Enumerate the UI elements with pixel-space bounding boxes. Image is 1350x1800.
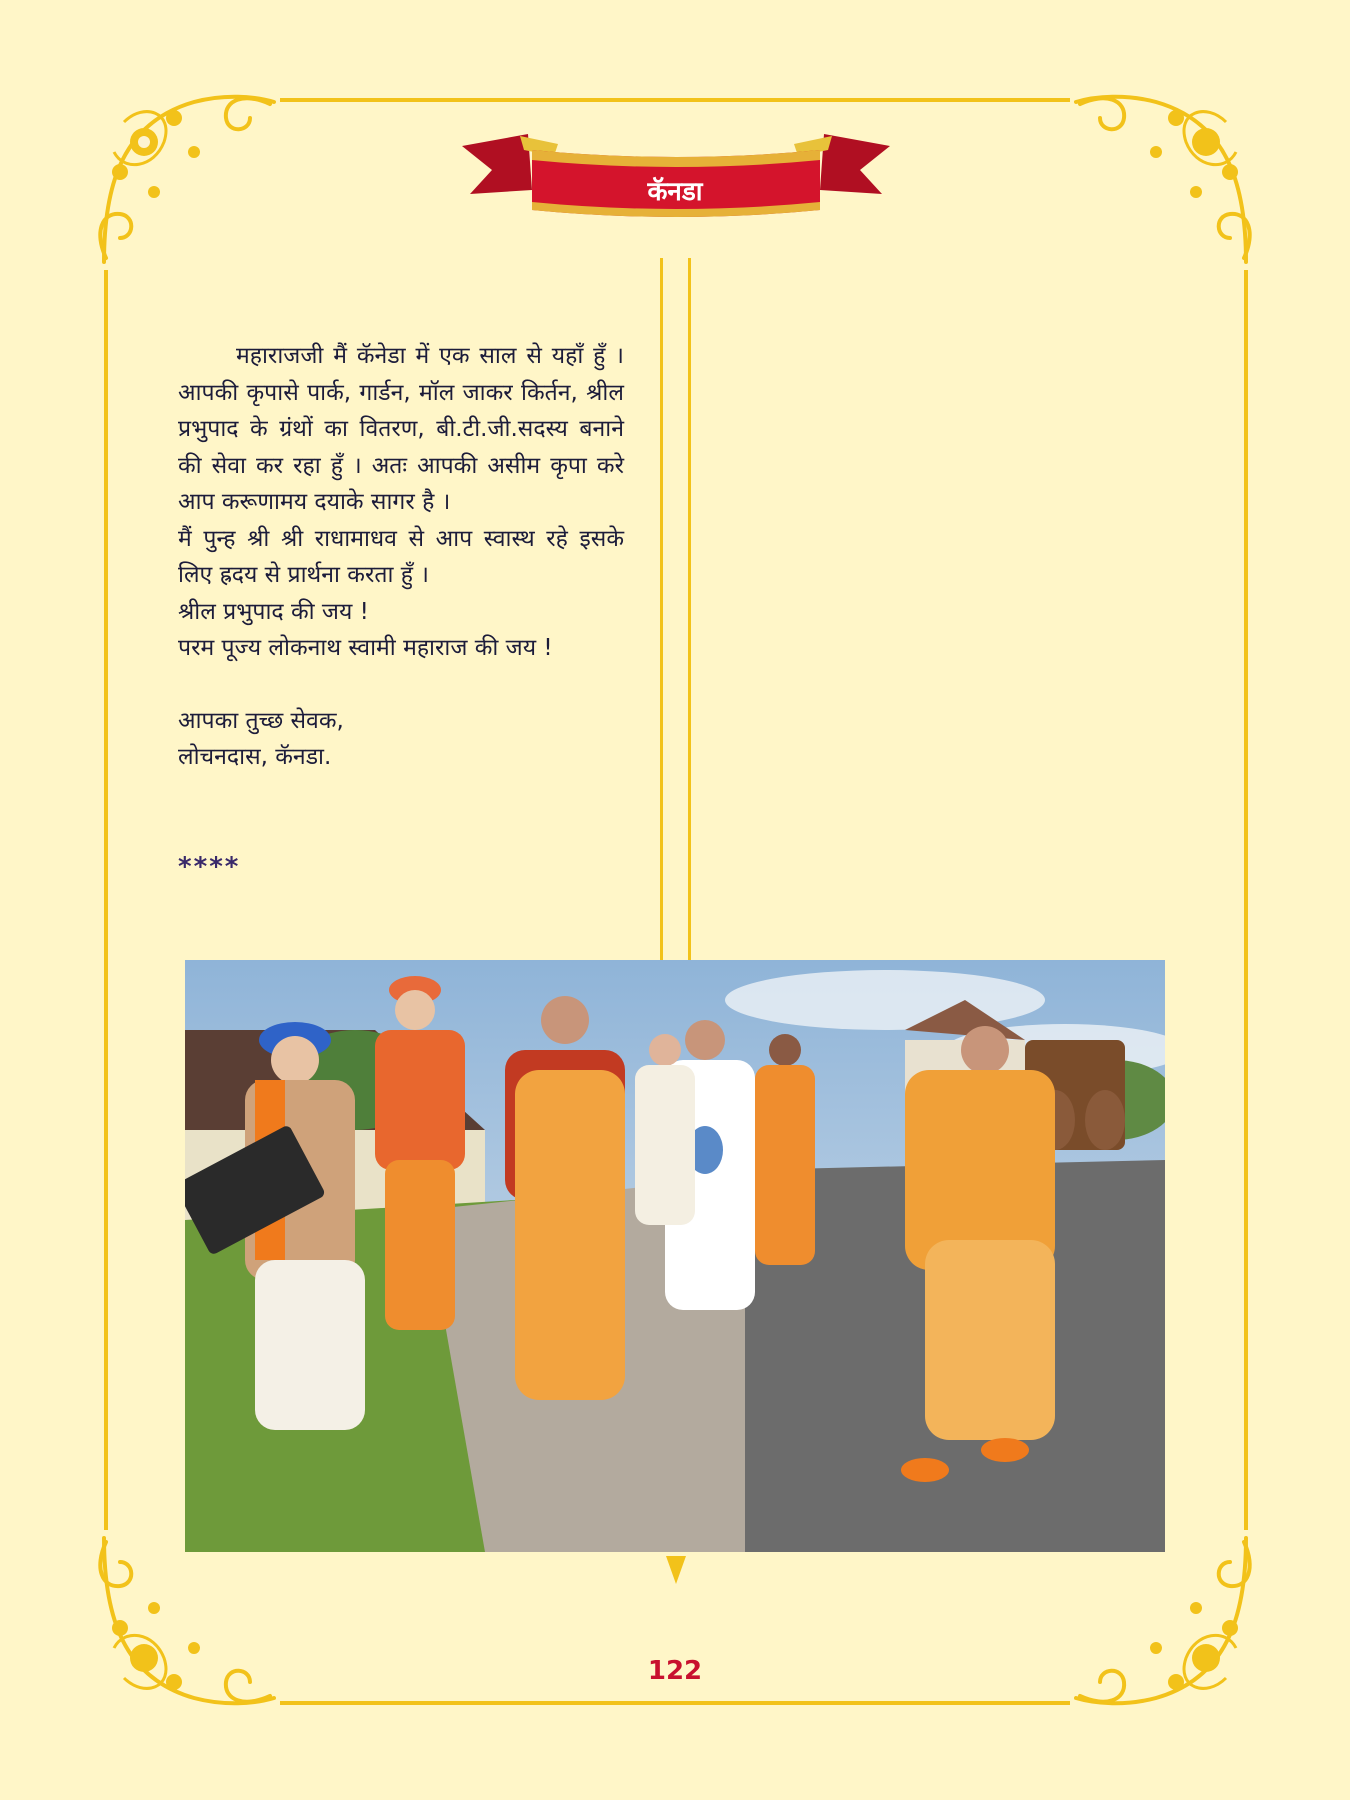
page-title: कॅनडा [647,177,703,207]
frame-top-border [280,98,1070,102]
column-divider-right [688,258,691,960]
letter-paragraph: मैं पुन्ह श्री श्री राधामाधव से आप स्वास्थ रहे इसके लिए ह्रदय से प्रार्थना करता हुँ । [178,525,624,588]
page-number: 122 [647,1656,703,1686]
frame-right-border [1244,270,1248,1530]
photo-pointer-marker [666,1556,686,1584]
letter-signature: लोचनदास, कॅनडा. [178,744,332,770]
letter-body [178,338,624,776]
letter-closing: आपका तुच्छ सेवक, [178,707,344,734]
letter-paragraph: महाराजजी मैं कॅनेडा में एक साल से यहाँ हुँ । आपकी कृपासे पार्क, गार्डन, मॉल जाकर किर्तन, श्रील प्रभुपाद के ग्रंथों का वितरण, बी.टी.जी.सदस्य बनाने की सेवा कर रहा हुँ । अतः आपकी असीम कृपा करे आप करूणामय दयाके सागर है । [178,343,624,515]
section-separator: **** [178,852,241,882]
frame-bottom-border [280,1701,1070,1705]
corner-ornament-top-left [84,82,284,282]
letter-salutation-line: परम पूज्य लोकनाथ स्वामी महाराज की जय ! [178,635,553,661]
kirtan-procession-photo [185,960,1165,1552]
corner-ornament-top-right [1066,82,1266,282]
letter-salutation-line: श्रील प्रभुपाद की जय ! [178,598,369,625]
frame-left-border [104,270,108,1530]
column-divider-left [660,258,663,960]
